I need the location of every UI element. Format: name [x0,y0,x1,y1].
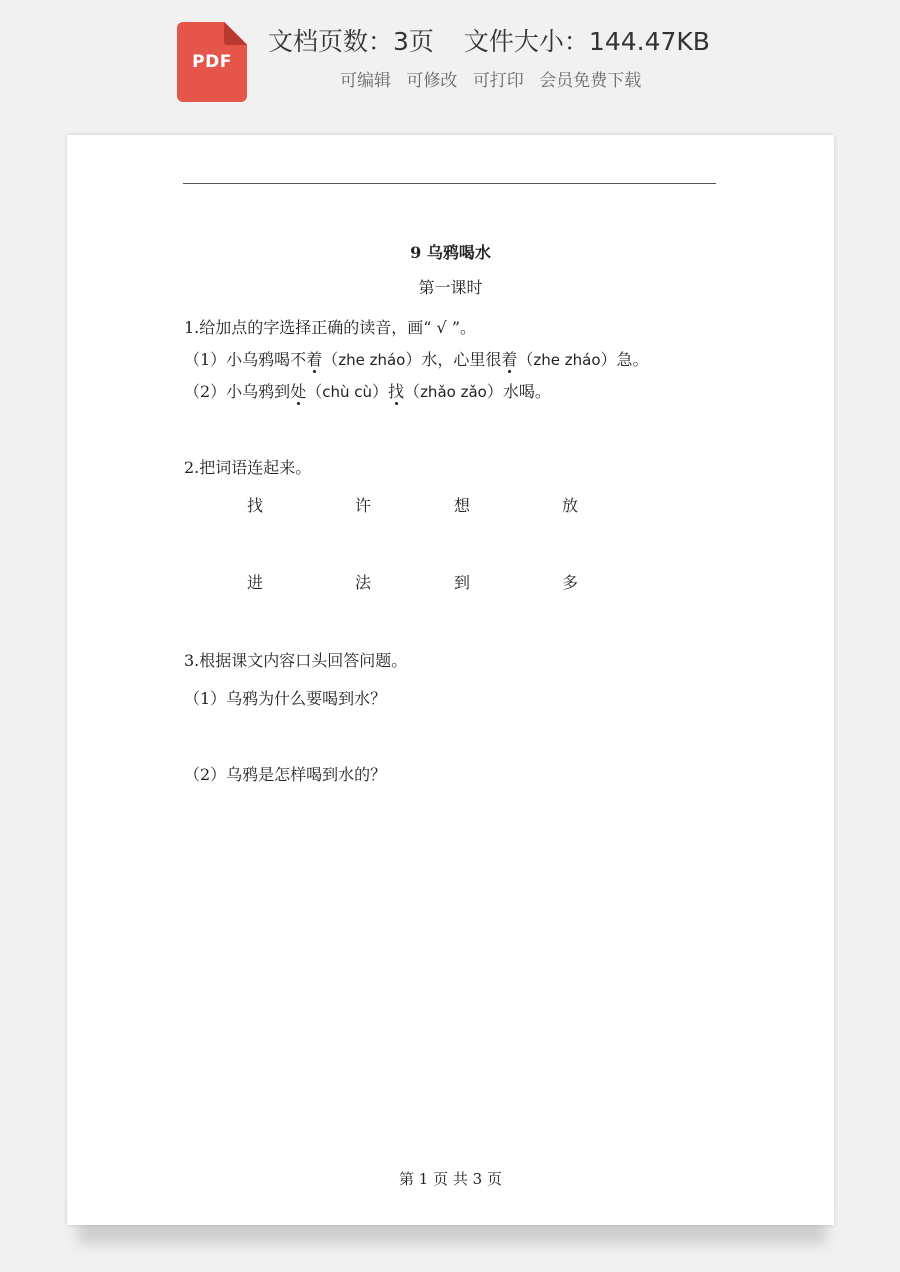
page-footer: 第 1 页 共 3 页 [399,1170,502,1188]
q1-item-1-text-c: ）水，心里很 [405,350,502,369]
feature-list [340,66,651,91]
q1-item-1-text-d: （ [517,350,534,369]
q1-item-2-dotted-char-2: 找 [388,382,405,401]
q1-item-2 [184,379,551,402]
q1-item-1-dotted-char-2: 着 [501,350,518,369]
q1-prompt: 1.给加点的字选择正确的读音，画“ √ ”。 [184,318,476,337]
word-top-3: 想 [454,496,471,515]
lesson-title: 9 乌鸦喝水 [410,243,491,262]
q3-prompt: 3.根据课文内容口头回答问题。 [184,651,408,670]
q3-sub-1: （1）乌鸦为什么要喝到水？ [184,689,387,708]
q1-item-2-text-a: （2）小乌鸦到 [184,382,291,401]
q1-item-2-text-e: ）水喝。 [486,382,551,401]
q1-item-1-text-e: ）急。 [600,350,649,369]
feature-modifiable: 可修改 [406,71,458,91]
pdf-badge-label: PDF [192,52,232,72]
header-rule [183,183,716,184]
word-bottom-1: 进 [247,573,264,592]
file-info [268,22,710,58]
q1-item-1 [184,347,649,370]
q1-item-2-pinyin-2: zhǎo zǎo [420,383,487,401]
page-count: 文档页数：3页 [268,27,434,56]
word-top-1: 找 [247,496,264,515]
q1-item-2-text-b: （ [306,382,323,401]
q1-item-1-text-a: （1）小乌鸦喝不 [184,350,307,369]
q1-item-2-text-d: （ [404,382,421,401]
feature-editable: 可编辑 [340,71,391,91]
feature-member-download: 会员免费下载 [539,71,642,91]
word-top-2: 许 [355,496,372,515]
q3-sub-2: （2）乌鸦是怎样喝到水的？ [184,765,387,784]
word-bottom-3: 到 [454,573,471,592]
q1-item-1-pinyin-1: zhe zháo [338,351,406,369]
word-top-4: 放 [562,496,579,515]
q1-item-2-pinyin-1: chù cù [322,383,373,401]
word-bottom-4: 多 [562,573,579,592]
q1-item-2-dotted-char-1: 处 [290,382,307,401]
q1-item-2-text-c: ） [372,382,389,401]
q1-item-1-dotted-char-1: 着 [306,350,323,369]
lesson-subtitle: 第一课时 [418,278,483,297]
document-page [67,135,834,1225]
file-size: 文件大小：144.47KB [463,27,710,56]
feature-printable: 可打印 [472,71,524,91]
q2-prompt: 2.把词语连起来。 [184,458,312,477]
q1-item-1-text-b: （ [322,350,339,369]
q1-item-1-pinyin-2: zhe zháo [533,351,601,369]
word-bottom-2: 法 [355,573,372,592]
